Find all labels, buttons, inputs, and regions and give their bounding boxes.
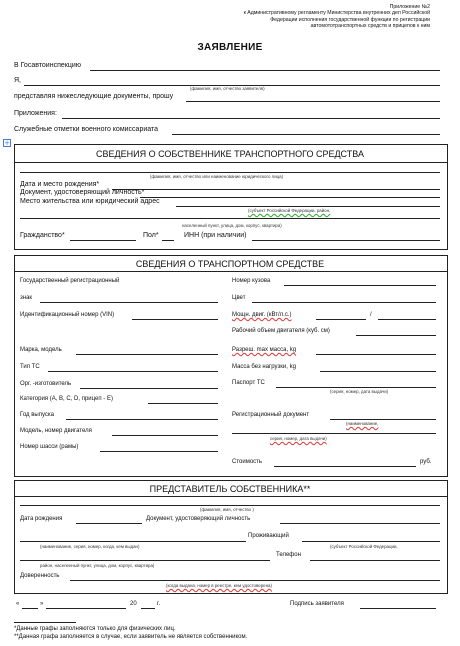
- cost-label: Стоимость: [232, 459, 263, 465]
- owner-sex-label: Пол*: [143, 232, 159, 239]
- rep-name-field[interactable]: [20, 505, 440, 506]
- rep-phone-label: Телефон: [276, 552, 301, 558]
- rep-address-field[interactable]: [20, 560, 270, 561]
- regnum-label-2: знак: [20, 295, 33, 301]
- mass-field[interactable]: [320, 371, 436, 372]
- regdoc-field-2[interactable]: [232, 433, 436, 434]
- owner-divider: [14, 162, 447, 163]
- rep-heading: ПРЕДСТАВИТЕЛЬ СОБСТВЕННИКА**: [149, 484, 311, 494]
- color-field[interactable]: [252, 302, 436, 303]
- chassis-field[interactable]: [100, 451, 218, 452]
- owner-doc-field[interactable]: [140, 197, 440, 198]
- rep-subject-hint: (субъект Российской Федерации,: [330, 544, 398, 549]
- volume-field[interactable]: [356, 335, 436, 336]
- maxmass-field[interactable]: [316, 354, 436, 355]
- request-field[interactable]: [186, 101, 440, 102]
- regdoc-hint-2: серия, номер, дата выдачи): [270, 436, 327, 441]
- category-field[interactable]: [148, 403, 218, 404]
- submit-label: представляя нижеследующие документы, прошу: [14, 93, 174, 100]
- owner-heading: СВЕДЕНИЯ О СОБСТВЕННИКЕ ТРАНСПОРТНОГО СРЕДСТВА: [96, 149, 364, 159]
- rep-locality-hint: район, населенный пункт, улица, дом, корпус, квартира): [40, 563, 155, 568]
- rep-divider: [14, 496, 447, 497]
- type-label: Тип ТС: [20, 364, 40, 370]
- page-title: ЗАЯВЛЕНИЕ: [197, 42, 263, 53]
- rep-live-label: Проживающий: [248, 533, 289, 539]
- engine-label: Модель, номер двигателя: [20, 428, 92, 434]
- rep-doc-field-2[interactable]: [20, 541, 246, 542]
- owner-locality-hint: населенный пункт, улица, дом, корпус, квартира): [182, 223, 282, 228]
- engine-field[interactable]: [112, 435, 218, 436]
- rep-proxy-hint: (когда выдана, номер в реестре, кем удостоверена): [166, 583, 272, 588]
- owner-sex-field[interactable]: [162, 240, 174, 241]
- category-label: Категория (А, В, С, D, прицеп - Е): [20, 396, 113, 402]
- appendix-number: Приложение №2: [389, 4, 430, 10]
- i-label: Я,: [14, 77, 21, 84]
- date-month-field[interactable]: [46, 608, 126, 609]
- rep-birth-field[interactable]: [76, 523, 142, 524]
- to-label: В Госавтоинспекцию: [14, 62, 81, 69]
- power-label: Мощн. двиг. (кВт/л.с.): [232, 312, 292, 318]
- passport-hint: (серия, номер, дата выдачи): [330, 389, 389, 394]
- cost-unit: руб.: [420, 459, 432, 465]
- footnote-2: **Данная графа заполняется в случае, если заявитель не является собственником.: [14, 634, 248, 640]
- rep-doc-hint: (наименование, серия, номер, когда, кем выдан): [40, 544, 140, 549]
- volume-label: Рабочий объем двигателя (куб. см): [232, 328, 330, 334]
- attachments-field[interactable]: [62, 118, 440, 119]
- date-quote-open: «: [16, 601, 20, 607]
- rep-live-field[interactable]: [302, 541, 440, 542]
- owner-inn-label: ИНН (при наличии): [184, 232, 247, 239]
- sign-field[interactable]: [360, 608, 436, 609]
- attachments-label: Приложения:: [14, 110, 57, 117]
- military-label: Служебные отметки военного комиссариата: [14, 126, 159, 133]
- passport-field[interactable]: [276, 387, 436, 388]
- sign-label: Подпись заявителя: [290, 601, 344, 607]
- date-day-field[interactable]: [22, 608, 38, 609]
- power-kw-field[interactable]: [316, 319, 366, 320]
- color-label: Цвет: [232, 295, 246, 301]
- date-quote-close: »: [40, 601, 44, 607]
- body-label: Номер кузова: [232, 278, 271, 284]
- rep-birth-label: Дата рождения: [20, 516, 63, 522]
- header-text: к Административному регламенту Министерства внутренних дел Российской Федерации исполнения государственной функции по регистрации автомототранспортных средств и прицепов к ним: [243, 10, 430, 29]
- type-field[interactable]: [48, 371, 218, 372]
- fio-hint: (фамилия, имя, отчество заявителя): [190, 86, 265, 91]
- owner-citizenship-field[interactable]: [70, 240, 136, 241]
- vehicle-section: [14, 255, 448, 477]
- power-hp-field[interactable]: [378, 319, 436, 320]
- owner-doc-label: Документ, удостоверяющий личность*: [20, 189, 145, 196]
- vehicle-divider: [14, 271, 447, 272]
- regdoc-field[interactable]: [330, 419, 436, 420]
- body-field[interactable]: [284, 285, 436, 286]
- rep-fio-hint: (фамилия, имя, отчество ): [200, 507, 254, 512]
- regdoc-hint-1: (наименование,: [346, 421, 379, 426]
- owner-birth-field[interactable]: [112, 189, 440, 190]
- header-block: [240, 4, 430, 29]
- power-separator: /: [370, 312, 372, 318]
- date-year-suffix: г.: [157, 601, 161, 607]
- owner-name-field[interactable]: [20, 172, 440, 173]
- year-field[interactable]: [66, 419, 218, 420]
- maker-field[interactable]: [80, 388, 218, 389]
- brand-field[interactable]: [76, 354, 218, 355]
- rep-proxy-field[interactable]: [70, 580, 440, 581]
- cost-field[interactable]: [274, 466, 416, 467]
- rep-section: [14, 480, 448, 594]
- year-label: Год выпуска: [20, 412, 54, 418]
- owner-subject-hint: (субъект Российской Федерации, район,: [248, 208, 331, 213]
- maxmass-label: Разреш. max масса, kg: [232, 347, 297, 353]
- vin-label: Идентификационный номер (VIN): [20, 312, 115, 318]
- footnote-1: *Данные графы заполняются только для физических лиц.: [14, 626, 176, 632]
- owner-address-label: Место жительства или юридический адрес: [20, 198, 160, 205]
- rep-phone-field[interactable]: [310, 560, 440, 561]
- rep-doc-label: Документ, удостоверяющий личность: [146, 516, 251, 522]
- brand-label: Марка, модель: [20, 347, 62, 353]
- maker-label: Орг. -изготовитель: [20, 381, 72, 387]
- to-field[interactable]: [90, 70, 440, 71]
- passport-label: Паспорт ТС: [232, 380, 265, 386]
- military-field[interactable]: [172, 134, 440, 135]
- vin-field[interactable]: [132, 319, 218, 320]
- regnum-field[interactable]: [40, 302, 218, 303]
- chassis-label: Номер шасси (рамы): [20, 444, 79, 450]
- owner-inn-field[interactable]: [252, 240, 440, 241]
- date-year-prefix: 20: [130, 601, 137, 607]
- footnote-rule: [14, 622, 76, 623]
- regdoc-label: Регистрационный документ: [232, 412, 310, 418]
- owner-address-field[interactable]: [176, 206, 440, 207]
- owner-address-field-2[interactable]: [20, 218, 440, 219]
- mass-label: Масса без нагрузки, kg: [232, 364, 296, 370]
- regnum-label: Государственный регистрационный: [20, 278, 120, 284]
- date-year-field[interactable]: [141, 608, 155, 609]
- table-move-icon[interactable]: +: [4, 139, 10, 147]
- vehicle-heading: СВЕДЕНИЯ О ТРАНСПОРТНОМ СРЕДСТВЕ: [135, 259, 325, 269]
- owner-citizenship-label: Гражданство*: [20, 232, 65, 239]
- owner-name-hint: (фамилия, имя, отчество или наименование юридического лица): [150, 174, 284, 179]
- owner-birth-label: Дата и место рождения*: [20, 181, 100, 188]
- rep-doc-field[interactable]: [280, 523, 440, 524]
- rep-proxy-label: Доверенность: [20, 573, 60, 579]
